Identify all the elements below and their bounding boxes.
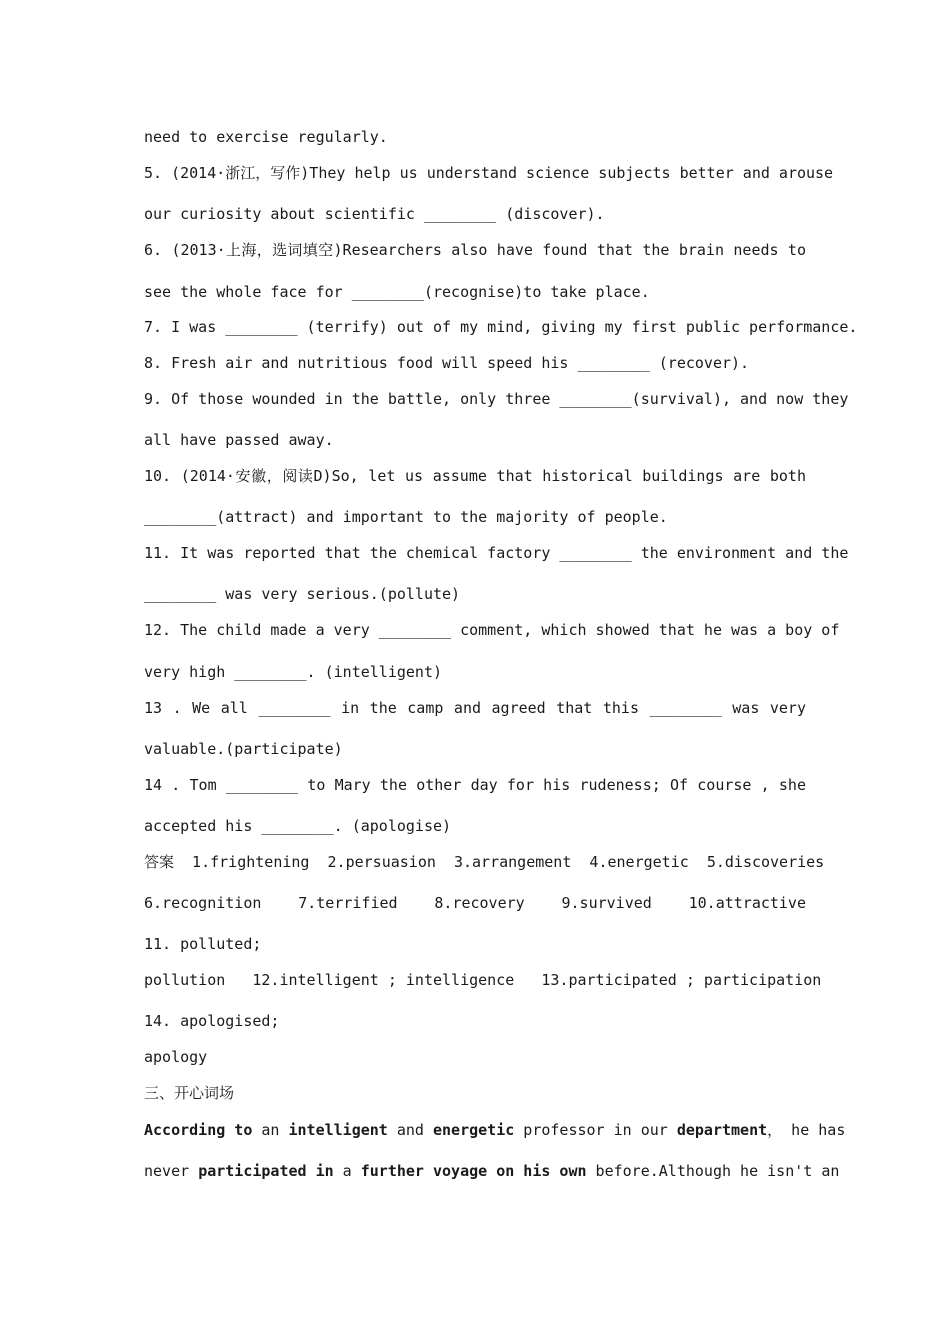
passage-text: a (333, 1162, 361, 1180)
passage-text: before.Although he isn't an (586, 1162, 840, 1180)
passage-bold-term: energetic (433, 1121, 515, 1139)
question-14-line-2: accepted his ________. (apologise) (144, 817, 452, 835)
answers-line-3: 11. polluted; (144, 935, 262, 953)
passage-line-1 (144, 1120, 846, 1140)
question-9-line-2: all have passed away. (144, 431, 334, 449)
passage-text: and (387, 1121, 433, 1139)
question-6-line-2: see the whole face for ________(recognise)to take place. (144, 283, 650, 301)
passage-text: ， he has (767, 1121, 846, 1139)
question-12-line-2: very high ________. (intelligent) (144, 663, 443, 681)
question-5-line-1: 5. (2014·浙江，写作)They help us understand science subjects better and arouse (144, 164, 834, 182)
text-line: need to exercise regularly. (144, 128, 388, 146)
question-12-line-1: 12. The child made a very ________ comment, which showed that he was a boy of (144, 621, 840, 639)
answers-line-5: 14. apologised; (144, 1012, 280, 1030)
passage-bold-term: further voyage on his own (360, 1162, 587, 1180)
question-13-line-1: 13 . We all ________ in the camp and agreed that this ________ was very (144, 699, 806, 717)
passage-bold-term: department (676, 1121, 768, 1139)
question-10-line-2: ________(attract) and important to the majority of people. (144, 508, 668, 526)
passage-bold-term: intelligent (288, 1121, 388, 1139)
passage-bold-term: According to (144, 1121, 253, 1139)
question-10-line-1: 10. (2014·安徽，阅读D)So, let us assume that historical buildings are both (144, 467, 806, 485)
passage-text: professor in our (514, 1121, 677, 1139)
passage-text: never (144, 1162, 199, 1180)
question-11-line-1: 11. It was reported that the chemical factory ________ the environment and the (144, 544, 849, 562)
question-9-line-1: 9. Of those wounded in the battle, only three ________(survival), and now they (144, 390, 849, 408)
answers-line-1: 答案 1.frightening 2.persuasion 3.arrangement 4.energetic 5.discoveries (144, 853, 825, 871)
question-6-line-1: 6. (2013·上海，选词填空)Researchers also have found that the brain needs to (144, 241, 806, 259)
passage-bold-term: participated in (198, 1162, 334, 1180)
question-5-line-2: our curiosity about scientific ________ (discover). (144, 205, 605, 223)
passage-line-2 (144, 1161, 840, 1181)
passage-text: an (252, 1121, 289, 1139)
question-13-line-2: valuable.(participate) (144, 740, 343, 758)
section-title: 三、开心词场 (144, 1084, 235, 1102)
answers-line-4: pollution 12.intelligent ; intelligence 13.participated ; participation (144, 971, 822, 989)
question-7: 7. I was ________ (terrify) out of my mind, giving my first public performance. (144, 318, 858, 336)
answers-line-2: 6.recognition 7.terrified 8.recovery 9.survived 10.attractive (144, 894, 806, 912)
question-11-line-2: ________ was very serious.(pollute) (144, 585, 461, 603)
answers-line-6: apology (144, 1048, 208, 1066)
question-14-line-1: 14 . Tom ________ to Mary the other day for his rudeness; Of course , she (144, 776, 806, 794)
question-8: 8. Fresh air and nutritious food will speed his ________ (recover). (144, 354, 750, 372)
